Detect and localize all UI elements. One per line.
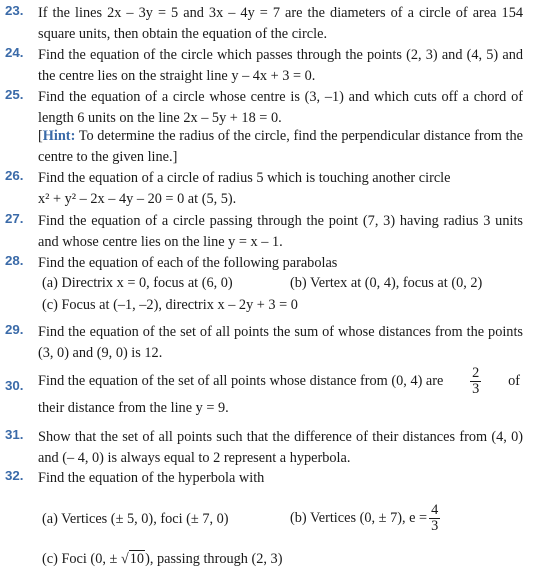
question-text — [38, 168, 523, 210]
question-text: Find the equation of the set of all points the sum of whose distances from the points (3, 0) and (9, 0) is 12. — [38, 324, 523, 361]
question-number: 27. — [5, 211, 24, 226]
hint-label: Hint: — [42, 128, 76, 144]
option-32b-label: (b) Vertices (0, ± 7), e = — [290, 509, 428, 526]
question-number: 30. — [5, 378, 24, 393]
question-number: 28. — [5, 253, 24, 268]
fraction — [470, 366, 481, 397]
question-text: Find the equation of a circle whose centre is (3, –1) and which cuts off a chord of length 6 units on the line 2x – 5y + 18 = 0. — [38, 89, 523, 126]
question-number: 31. — [5, 427, 24, 442]
option-28b: (b) Vertex at (0, 4), focus at (0, 2) — [290, 275, 483, 291]
question-line-1: Find the equation of a circle of radius 5 which is touching another circle — [38, 170, 451, 186]
option-28c: (c) Focus at (–1, –2), directrix x – 2y + 3 = 0 — [42, 297, 298, 313]
question-number: 32. — [5, 468, 24, 483]
fraction-denominator: 3 — [472, 381, 480, 397]
question-number: 23. — [5, 3, 24, 18]
question-number: 24. — [5, 45, 24, 60]
question-text: If the lines 2x – 3y = 5 and 3x – 4y = 7 are the diameters of a circle of area 154 square units, then obtain the equation of the circle. — [38, 5, 523, 42]
option-32c-tail: ), passing through (2, 3) — [145, 551, 283, 567]
question-number: 25. — [5, 87, 24, 102]
eccentricity-fraction — [429, 503, 440, 534]
question-line-1: Find the equation of the set of all points whose distance from (0, 4) are — [38, 373, 444, 389]
sqrt-symbol: √ — [120, 551, 129, 567]
sqrt-radicand: 10 — [129, 551, 145, 567]
question-number: 29. — [5, 322, 24, 337]
question-number: 26. — [5, 168, 24, 183]
option-32c-label: (c) Foci (0, ± — [42, 551, 118, 567]
question-line-1-end: of — [508, 373, 520, 389]
option-28a: (a) Directrix x = 0, focus at (6, 0) — [42, 275, 233, 291]
fraction-numerator: 2 — [472, 365, 480, 381]
question-line-2: x² + y² – 2x – 4y – 20 = 0 at (5, 5). — [38, 191, 237, 207]
question-text — [38, 366, 523, 417]
question-text: Show that the set of all points such that the difference of their distances from (4, 0) and (– 4, 0) is always equal to 2 represent a hyperbola. — [38, 429, 523, 466]
option-32c — [42, 551, 282, 568]
hint-text — [38, 126, 523, 168]
hint-bracket: [ — [38, 128, 43, 144]
question-text: Find the equation of the circle which passes through the points (2, 3) and (4, 5) and the centre lies on the straight line y – 4x + 3 = 0. — [38, 47, 523, 84]
fraction-denominator: 3 — [431, 517, 439, 534]
question-text: Find the equation of the hyperbola with — [38, 470, 265, 486]
fraction-numerator: 4 — [431, 501, 439, 518]
option-32b — [290, 496, 442, 540]
question-text: Find the equation of a circle passing through the point (7, 3) having radius 3 units and whose centre lies on the line y = x – 1. — [38, 213, 523, 250]
hint-body: To determine the radius of the circle, find the perpendicular distance from the centre to the given line.] — [38, 128, 523, 165]
option-32a: (a) Vertices (± 5, 0), foci (± 7, 0) — [42, 511, 229, 527]
question-line-2: their distance from the line y = 9. — [38, 400, 229, 416]
question-text: Find the equation of each of the following parabolas — [38, 255, 338, 271]
